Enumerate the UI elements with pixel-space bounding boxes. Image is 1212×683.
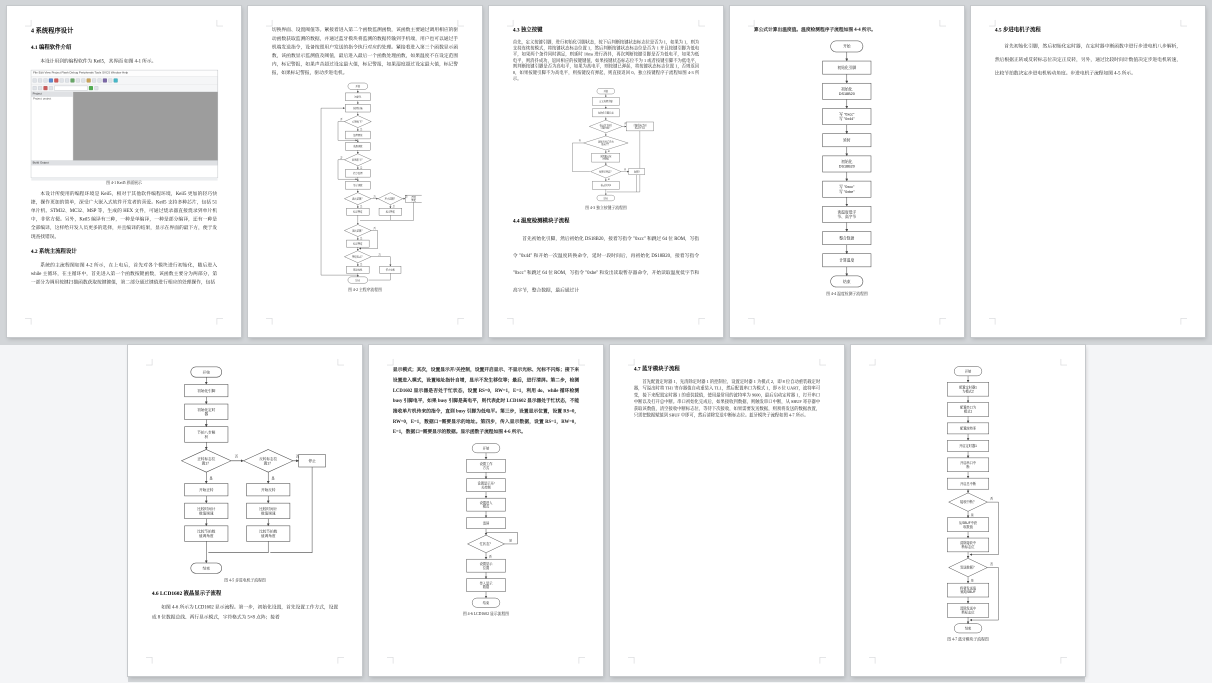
flow-branch-label: 是 [607, 178, 610, 181]
flow-branch-label: 是 [392, 206, 395, 209]
margin-mark-icon [869, 657, 875, 663]
flow-node-label: 驱动电机 [353, 269, 363, 272]
flow-node-label: 配置波特率 [959, 426, 976, 431]
section-4-1-heading: 4.1 编程软件介绍 [30, 43, 72, 51]
section-4-7-heading: 4.7 蓝牙模块子流程 [633, 365, 680, 372]
flow-node-label: 开始 [482, 446, 489, 451]
keil5-screenshot [31, 70, 218, 178]
page-5-content [971, 6, 1205, 337]
margin-mark-icon [1060, 359, 1066, 365]
figure-caption: 图 4-4 温度检测子流程图 [826, 291, 868, 296]
flowchart-figure [272, 82, 458, 293]
target-select[interactable] [54, 86, 87, 91]
margin-mark-icon [387, 657, 393, 663]
margin-mark-icon [146, 657, 152, 663]
page-1-sheet [7, 6, 241, 337]
flowchart-figure [874, 365, 1060, 642]
stepper-motor-flowchart [157, 365, 333, 576]
flow-connector [573, 143, 590, 172]
keil-edit-area[interactable] [73, 92, 217, 160]
find-icon [87, 78, 91, 82]
flow-node-label: 开始正转 [198, 487, 214, 492]
flowchart-figure [392, 442, 578, 617]
build-output-title: Build Output [31, 160, 217, 165]
figure-caption: 图 4-5 步进电机子流程图 [223, 577, 266, 583]
flow-node-label: 节拍八步解析 [196, 430, 215, 439]
margin-mark-icon [266, 20, 272, 26]
margin-mark-icon [748, 318, 754, 324]
section-4-3-heading: 4.3 独立按键 [512, 26, 543, 33]
flow-node-label: 开启总中断 [959, 481, 976, 486]
flow-branch-label: 否 [488, 554, 492, 559]
flow-node-label: 初始化定时器 [196, 407, 215, 417]
flow-node-label: 开始 [202, 370, 210, 375]
run-icon [94, 86, 98, 90]
flow-node-label: 设置显示位置 [479, 561, 492, 570]
flow-node-label: 比较节拍数值调角度 [196, 529, 215, 539]
redo-icon [81, 78, 85, 82]
rebuild-icon [54, 78, 58, 82]
page-2-sheet [248, 6, 482, 337]
flow-node-label: 写 "0xcc"写 "0x44" [839, 112, 855, 122]
flow-connector [208, 541, 268, 552]
paragraph: 首先初始化引脚，然后初始化定时器，在定时器中断函数中进行步进电机八步解析，然后根据正转或反转标志位决定正反转，另外，通过比较时间计数值决定步进电机转速，比较节拍数决定步进电机转动角度。步进电机子流程如图 4-5 所示。 [994, 43, 1182, 76]
flow-branch-label: 是 [607, 150, 610, 153]
flow-node-label: 标志位置1 [600, 184, 612, 187]
figure-caption: 图 4-1 Keil5 界面展示 [106, 180, 142, 185]
flow-node-label: 初始化 DS18B20 [838, 160, 856, 169]
flow-node-label: 计算温度 [839, 258, 855, 263]
temperature-flowchart [786, 39, 907, 289]
flow-branch-label: 否 [373, 228, 376, 231]
flow-branch-label: 否 [340, 157, 343, 160]
margin-mark-icon [337, 657, 343, 663]
lcd1602-flowchart [435, 442, 537, 609]
flow-branch-label: 否 [624, 123, 627, 126]
comment-icon [97, 78, 101, 82]
flow-branch-label: 否 [578, 140, 582, 143]
page-1[interactable] [7, 6, 241, 337]
new-file-icon [33, 78, 37, 82]
page-6-sheet [128, 345, 362, 676]
batch-build-icon [49, 86, 53, 90]
flow-node-label: 有键按下？ [352, 121, 364, 124]
flow-node-label: 设置进入模式 [479, 500, 492, 509]
flow-node-label: 清除警报 [411, 197, 417, 202]
margin-mark-icon [146, 359, 152, 365]
page-3[interactable] [489, 6, 723, 337]
paragraph: 本设计用到的编程软件为 Keil5，其界面 如图 4-1 所示。 [40, 58, 157, 64]
flow-branch-label: 是 [270, 476, 275, 481]
flow-branch-label: 是 [208, 476, 213, 481]
paragraph: 系统的主流程图如图 4-2 所示，在上电后，首先对各个模块进行初始化，随后进入 while 主循环，在主循环中，首先进入第一个函数按键函数，该函数主要分为两部分，第一部分为调用按键扫描函数获取按键键值，第二部分通过键值进行相应的处理操作，包括 [30, 262, 218, 285]
paragraph: 显示模式；其次，设置显示开/关控制，设置开启显示、不显示光标、光标不闪烁；接下来设置进入模式，设置地址指针自增，显示不发生移位等；最后，进行清屏。第二步，检测 LCD1602 显示器是否处于忙状态，设置 RS=0，RW=1，E=1，利用 do、while 循环检测 busy 引脚电平，如果 busy 引脚是高电平，则代表此时 LCD1602 显示器处于忙状态，不能接收单片机传来的指令，直到 busy 引脚为低电平。第三步，设置显示位置，设置 RS=0，RW=0，E=1，数据口=需要显示的地址。第四步，传入显示数据，设置 RS=1，RW=0，E=1，数据口=需要显示的数据。显示函数子流程如图 4-6 所示。 [392, 367, 579, 435]
flow-branch-label: 否 [295, 454, 299, 459]
flow-node-label: 停止 [307, 459, 316, 464]
bookmark-icon [92, 78, 96, 82]
margin-mark-icon [940, 20, 946, 26]
flow-node-label: 标记警报 [353, 211, 363, 214]
margin-mark-icon [748, 20, 754, 26]
margin-mark-icon [217, 20, 223, 26]
flow-branch-label: 是 [360, 167, 363, 170]
build-target-icon [43, 86, 47, 90]
margin-mark-icon [578, 359, 584, 365]
flowchart-figure [513, 87, 699, 210]
target-options-icon [114, 78, 118, 82]
flow-node-label: 清除发送中断标志位 [959, 606, 976, 615]
page-4-sheet [730, 6, 964, 337]
flow-node-label: 比较时间计数值调速 [196, 506, 215, 516]
main-program-flowchart [308, 82, 421, 285]
flow-branch-label: 否 [373, 196, 376, 199]
translate-icon [38, 86, 42, 90]
project-panel-title: Project [31, 92, 72, 97]
flow-branch-label: 否 [405, 196, 408, 199]
flow-node-label: 标记警报 [385, 211, 396, 214]
paragraph: 切换界面、设置阈值等。紧接着进入第二个函数监测函数，该函数主要通过调用相应的驱动函数获取监测的数据，并通过蓝牙模块将监测的数据传输到手机端，用户也可以通过手机端发送指令，设备按照用户发送的指令执行对应的处理。紧接着进入第三个函数显示函数，该函数显示监测值及阈值，最后进入最后一个函数处理函数，如果温度不在设定范围内，标记警报，如果声音超过设定最大值，标记警报，如果湿度超过设定最大值，标记警报，如果标记警报，驱动步进电机。 [271, 27, 459, 76]
flow-node-label: 初始化 DS18B20 [838, 87, 856, 96]
build-icon [49, 78, 53, 82]
figure-caption: 图 4-2 主程序流程图 [348, 287, 382, 292]
keil-toolbar [31, 76, 217, 84]
flow-node-label: 结束 [843, 279, 851, 284]
page-1-content [7, 6, 241, 337]
flow-node-label: 开始 [843, 44, 851, 49]
flow-node-label: 声音超限？ [384, 198, 397, 201]
page-2[interactable] [248, 6, 482, 337]
flow-node-label: 整合数据 [839, 236, 855, 241]
page-4[interactable] [730, 6, 964, 337]
flow-node-label: 反转标志位置1？ [258, 456, 277, 466]
flow-node-label: 按键扫描 [353, 107, 363, 110]
save-icon [43, 78, 47, 82]
flow-connector [371, 257, 390, 267]
margin-mark-icon [25, 318, 31, 324]
paragraph: 本设计所使用的编程环境是 Keil5，相对于其他软件编程环境，Keil5 更加的轻巧快捷，操作更加的简单，深受广大嵌入式软件开发者的喜爱。Keil5 支持多种芯片，包括 51 单片机、STM32、MC32、MSP 等，生成的 HEX 文件，可通过烧录器直接烧录到单片机中，非常方便。另外，Keil5 编译有三种，一种是单编译，一种是部分编译，还有一种是全部编译，这样给开发人员更多的选择，并且编译的结果，显示在界面的最下方，便于发现查找错误。 [30, 191, 218, 240]
build-output-area [31, 165, 217, 177]
paragraph: 如图 4-6 所示为 LCD1602 显示流程。第一步，初始化设置，首先设置工作方式，设置成 8 位数据总线、两行显示模式，字符格式为 5×8 点阵；接着 [151, 605, 338, 620]
flow-node-label: 开启串口中断 [959, 460, 976, 469]
flow-node-label: 停止电机 [385, 269, 396, 272]
flow-node-label: 延时 [843, 138, 851, 143]
flow-node-label: 按键已弹起？ [599, 171, 613, 174]
margin-mark-icon [1181, 318, 1187, 324]
flow-node-label: 初始化 [354, 96, 362, 99]
keil-project-panel [31, 92, 73, 160]
page-4-content [730, 6, 964, 337]
margin-mark-icon [869, 359, 875, 365]
paragraph: 首先，定义按键引脚，进行初始化引脚状态，按下后判断按键状态标志位是否为 1，如果为 1，则为支持连续按模式，将按键状态标志位置 1，然后判断按键状态标志位是否为 1 并且按键引脚为低电平，如果两个条件同时满足，则延时 10ms 进行消抖，再次判断按键引脚是否为低电平，如果为低电平，则消抖成功，返回相应的按键键值，如果按键状态标志位不为 1 或者按键引脚不为低电平，则判断按键引脚是否为高电平，如果为高电平，则按键已弹起，将按键状态标志位置 1，否则返回 0，如果按键引脚不为高电平，则按键没有弹起，则直接返回 0。独立按键程序子流程如图 4-3 所示。 [512, 40, 700, 82]
page-7-content [369, 345, 603, 676]
flow-node-label: 开始反转 [260, 487, 275, 492]
flow-node-label: 指令处理 [353, 173, 363, 176]
flow-node-label: 处理键值 [353, 134, 363, 137]
margin-mark-icon [989, 20, 995, 26]
project-tree-item[interactable]: Project: project [31, 97, 72, 160]
flow-node-label: 开始 [603, 90, 609, 93]
page-8-content [610, 345, 844, 676]
margin-mark-icon [458, 318, 464, 324]
paste-icon [65, 78, 69, 82]
flow-node-label: 结束 [355, 279, 361, 282]
flow-node-label: 警报标志？ [352, 256, 364, 259]
flow-branch-label: 否 [234, 454, 238, 459]
page-8[interactable] [610, 345, 844, 676]
flow-node-label: 结束 [482, 600, 489, 605]
options-icon [108, 78, 112, 82]
margin-mark-icon [217, 318, 223, 324]
page-5[interactable] [971, 6, 1205, 337]
flow-node-label: 开始 [964, 369, 971, 374]
section-4-2-heading: 4.2 系统主流程设计 [30, 248, 77, 255]
flow-branch-label: 否 [340, 119, 343, 122]
flow-node-label: 收到指令？ [352, 159, 364, 162]
flow-branch-label: 否 [624, 169, 627, 172]
figure-caption: 图 4-6 LCD1602 显示流程图 [462, 611, 509, 616]
margin-mark-icon [628, 657, 634, 663]
flow-node-label: 初始化引脚 [837, 65, 857, 70]
flowchart-figure [151, 365, 337, 583]
key-scan-flowchart [554, 87, 659, 203]
flow-branch-label: 是 [360, 206, 363, 209]
page-6[interactable] [128, 345, 362, 676]
flow-branch-label: 是 [508, 538, 512, 543]
margin-mark-icon [458, 20, 464, 26]
flow-branch-label: 是 [970, 578, 974, 583]
flow-node-label: 从SBUF中获取数值 [958, 520, 977, 529]
flow-node-label: 发送数据？ [959, 565, 976, 570]
section-4-6-heading: 4.6 LCD1602 液晶显示子流程 [151, 589, 221, 597]
page-9[interactable] [851, 345, 1085, 676]
page-2-content [248, 6, 482, 337]
flow-node-label: 将要发送值赋给SBUF [959, 586, 976, 595]
flowchart-figure [754, 39, 940, 296]
flow-connector [369, 273, 391, 280]
flow-node-label: 结束 [202, 566, 210, 571]
flow-node-label: 结束 [603, 197, 609, 200]
section-4-4-heading: 4.4 温度检测模块子流程 [512, 217, 570, 224]
flow-node-label: 写 "0xcc"写 "0xbe" [839, 185, 855, 194]
flow-node-label: 湿度超限？ [352, 230, 364, 233]
flash-icon [89, 86, 93, 90]
flow-branch-label: 是 [970, 512, 974, 517]
page-row-bottom [128, 345, 1085, 682]
page-5-sheet [971, 6, 1205, 337]
flow-branch-label: 是 [360, 238, 363, 241]
download-icon [70, 78, 74, 82]
section-4-5-heading: 4.5 步进电机子流程 [994, 26, 1041, 33]
open-file-icon [38, 78, 42, 82]
flow-node-label: 清除接收中断标志位 [959, 541, 976, 550]
flow-node-label: 初始化引脚 [196, 388, 215, 393]
flow-branch-label: 否 [378, 254, 381, 257]
page-9-content [851, 345, 1085, 676]
margin-mark-icon [387, 359, 393, 365]
margin-mark-icon [819, 359, 825, 365]
flow-node-label: 设置显示开/关控制 [477, 481, 494, 490]
flow-node-label: 监测函数 [353, 146, 363, 149]
flow-node-label: 接收中断？ [959, 500, 976, 505]
debug-icon [103, 78, 107, 82]
flow-branch-label: 是 [360, 264, 363, 267]
keil-body [31, 92, 217, 161]
flow-node-label: 显示函数 [353, 185, 363, 188]
chapter-title: 4 系统程序设计 [30, 27, 74, 35]
margin-mark-icon [1181, 20, 1187, 26]
paragraph: 算公式计算出温度值。温度检测程序子流程如图 4-4 所示。 [753, 27, 876, 33]
margin-mark-icon [989, 318, 995, 324]
bluetooth-flowchart [908, 365, 1028, 635]
flow-node-label: 设置工作方式 [479, 461, 492, 470]
margin-mark-icon [25, 20, 31, 26]
page-9-sheet [851, 345, 1085, 676]
page-7[interactable] [369, 345, 603, 676]
page-3-sheet [489, 6, 723, 337]
page-8-sheet [610, 345, 844, 676]
flow-node-label: 返回相应按键键值 [600, 155, 612, 161]
keil-menubar: File Edit View Project Flash Debug Peripherals Tools SVCS Window Help [31, 70, 217, 76]
flow-node-label: 忙状态？ [479, 542, 492, 547]
undo-icon [76, 78, 80, 82]
figure-caption: 图 4-7 蓝牙模块子流程图 [946, 637, 989, 642]
flow-node-label: 开启定时器1 [958, 444, 977, 449]
margin-mark-icon [940, 318, 946, 324]
flow-connector [360, 215, 390, 220]
margin-mark-icon [699, 20, 705, 26]
flow-node-label: 读温度低字节、高字节 [837, 210, 857, 219]
flow-branch-label: 否 [989, 561, 993, 566]
flow-node-label: 开始 [355, 86, 361, 89]
copy-icon [60, 78, 64, 82]
flow-node-label: 配置串口为模式1 [959, 405, 976, 414]
margin-mark-icon [1060, 657, 1066, 663]
flow-node-label: 引脚高电平则标志位置1 [633, 124, 647, 130]
flow-node-label: 比较时间计数值调速 [258, 506, 277, 516]
flow-node-label: 初始化引脚状态 [598, 112, 614, 115]
flow-node-label: 延时消抖后仍为低电平？ [598, 141, 614, 146]
flow-node-label: 标志位为1且引脚为低？ [599, 124, 613, 130]
flow-branch-label: 否 [989, 496, 993, 501]
margin-mark-icon [507, 20, 513, 26]
flow-node-label: 清屏 [482, 521, 489, 526]
margin-mark-icon [699, 318, 705, 324]
page-7-sheet [369, 345, 603, 676]
paragraph: 首先配置定时器 1，先清除定时器 1 的控制位，设置定时器 1 为模式 2，即 8 位自动重装载定时器，写溢出时将 TH1 寄存器值自动重装入 TL1，然后配置串口为模式 1，即 8 位 UART，波特率可变，接下来配置定时器 1 的重装载值，使用最常用的波特率为 9600，最后启动定时器 1，打开串口中断以及打开总中断。串口初始化完成后，如果接收到数据，则触发串口中断，从 SBUF 寄存器中获取该数值，清空接收中断标志位，等待下次接收，如果需要发送数据，则须将发送的数据放置，只需把数据赋值到 SBUF 中即可，然后清除发送中断标志位。蓝牙模块子流程如图 4-7 所示。 [633, 379, 820, 418]
flow-branch-label: 是 [360, 129, 363, 132]
flow-node-label: 正转标志位置1？ [196, 456, 215, 466]
margin-mark-icon [337, 359, 343, 365]
flow-node-label: 比较节拍数值调角度 [258, 529, 277, 539]
load-icon [33, 86, 37, 90]
flow-node-label: 温度超限？ [352, 198, 364, 201]
keil-toolbar-2 [31, 84, 217, 91]
flow-node-label: 传入显示数据 [479, 581, 492, 590]
flow-node-label: 配置定时器1 为模式2 [958, 385, 977, 394]
margin-mark-icon [819, 657, 825, 663]
flow-node-label: 标记警报 [353, 243, 363, 246]
page-6-content [128, 345, 362, 676]
margin-mark-icon [266, 318, 272, 324]
margin-mark-icon [507, 318, 513, 324]
figure-caption: 图 4-3 独立按键子流程图 [585, 205, 627, 210]
paragraph: 首先初始化引脚，然后初始化 DS18B20，接着写指令 "0xcc" 和跳过 64 位 ROM，写指令 "0x44" 和开始一次温度转换命令，延时一段时间后，再初始化 DS18B20，接着写指令 "0xcc" 和跳过 64 位 ROM，写指令 "0xbe" 和发出读取暂存器命令，开始读取温度低字节和高字节，整合数据，最后通过计 [512, 236, 700, 293]
flow-node-label: 返回0 [634, 171, 640, 174]
flow-node-label: 结束 [964, 626, 971, 631]
flow-node-label: 定义按键引脚 [599, 100, 613, 103]
margin-mark-icon [628, 359, 634, 365]
margin-mark-icon [578, 657, 584, 663]
page-3-content [489, 6, 723, 337]
